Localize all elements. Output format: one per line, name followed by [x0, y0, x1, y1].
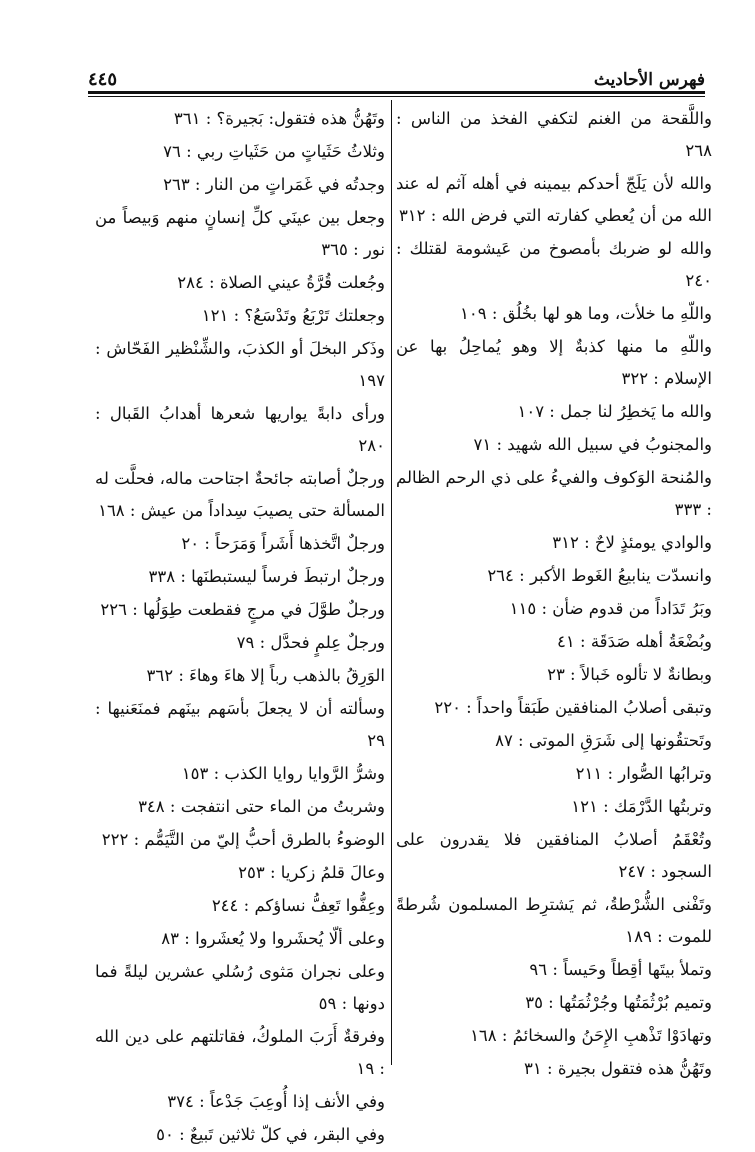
- hadith-index-entry: [396, 1020, 712, 1052]
- hadith-index-entry: [396, 987, 712, 1019]
- hadith-entry-text: والوادي يومئذٍ لاحٌ : ٣١٢: [552, 533, 712, 552]
- hadith-index-entry: [95, 758, 385, 790]
- hadith-entry-text: وبَرُ تَدَاداً من قدوم ضأن : ١١٥: [509, 599, 712, 618]
- header-rule-thin: [88, 96, 705, 97]
- hadith-index-entry: [95, 693, 385, 757]
- hadith-entry-text: وجعل بين عينَي كلِّ إنسانٍ منهم وَبيصاً من نور : ٣٦٥: [95, 208, 385, 259]
- hadith-entry-text: وفي الأنف إذا أُوعِبَ جَدْعاً : ٣٧٤: [167, 1092, 385, 1111]
- hadith-entry-text: ورأى دابةً يواريها شعرها أهدابُ القَبال : ٢٨٠: [95, 404, 385, 455]
- hadith-entry-text: وجعلتك تَرْبَعُ وتَدْسَعُ؟ : ١٢١: [201, 306, 385, 325]
- hadith-entry-text: وجُعلت قُرَّةُ عيني الصلاة : ٢٨٤: [177, 273, 385, 292]
- hadith-index-entry: [396, 954, 712, 986]
- hadith-index-entry: [95, 528, 385, 560]
- hadith-entry-text: وترابُها الصُّوار : ٢١١: [575, 764, 712, 783]
- hadith-entry-text: وتَحتقُونها إلى شَرَقِ الموتى : ٨٧: [495, 731, 712, 750]
- hadith-entry-text: ورجلٌ عِلمٍ فحدَّل : ٧٩: [236, 633, 385, 652]
- hadith-entry-text: وتميم بُرْثُمَتُها وجُرْثُمَتُها : ٣٥: [525, 993, 712, 1012]
- hadith-index-entry: [396, 593, 712, 625]
- hadith-entry-text: وثلاثُ حَثَياتٍ من حَثَياتِ ربي : ٧٦: [163, 142, 385, 161]
- hadith-entry-text: الوَرِقُ بالذهب رباً إلا هاءَ وهاءَ : ٣٦٢: [146, 666, 385, 685]
- hadith-entry-text: ورجلٌ أصابته جائحةٌ اجتاحت ماله، فحلَّت له المسألة حتى يصيبَ سِداداً من عيش : ١٦٨: [95, 469, 385, 520]
- hadith-entry-text: وتُعْقَمُ أصلابُ المنافقين فلا يقدرون على السجود : ٢٤٧: [396, 830, 712, 881]
- hadith-entry-text: وعلى نجران مَثوى رُسُلي عشرين ليلةً فما دونها : ٥٩: [95, 962, 385, 1013]
- hadith-entry-text: وعلى ألّا يُحشَروا ولا يُعشَروا : ٨٣: [161, 929, 385, 948]
- hadith-index-entry: [95, 956, 385, 1020]
- running-title: فهرس الأحاديث: [593, 70, 705, 90]
- hadith-entry-text: وتَهُنُّ هذه فتقول بجيرة : ٣١: [524, 1059, 712, 1078]
- hadith-index-entry: [396, 429, 712, 461]
- hadith-index-entry: [396, 462, 712, 526]
- hadith-index-entry: [396, 824, 712, 888]
- hadith-index-entry: [95, 660, 385, 692]
- hadith-index-entry: [95, 1021, 385, 1085]
- hadith-index-entry: [396, 103, 712, 167]
- hadith-entry-text: وانسدّت ينابيعُ الغَوط الأكبر : ٢٦٤: [487, 566, 712, 585]
- hadith-entry-text: وتربتُها الدَّرْمَك : ١٢١: [571, 797, 712, 816]
- hadith-entry-text: وذَكر البخلَ أو الكذبَ، والشِّنْظير الفَحّاش : ١٩٧: [95, 339, 385, 390]
- hadith-entry-text: وتَهُنُّ هذه فتقول: بَجيرة؟ : ٣٦١: [173, 109, 385, 128]
- hadith-index-entry: [396, 791, 712, 823]
- hadith-entry-text: الوضوءُ بالطرق أحبُّ إليّ من التَّيَمُّم : ٢٢٢: [101, 830, 385, 849]
- hadith-index-entry: [396, 889, 712, 953]
- hadith-entry-text: وبطانةٌ لا تألوه خَبالاً : ٢٣: [547, 665, 712, 684]
- hadith-entry-text: وتملأ بيتَها أقِطاً وحَيساً : ٩٦: [529, 960, 712, 979]
- hadith-index-entry: [95, 398, 385, 462]
- hadith-index-entry: [396, 233, 712, 297]
- hadith-entry-text: والله لو ضربك بأمصوخ من عَيشومة لقتلك : ٢٤٠: [396, 239, 712, 290]
- column-divider: [391, 100, 392, 1065]
- hadith-entry-text: وتهادَوْا تَذْهبِ الإِحَنُ والسخائمُ : ١٦٨: [470, 1026, 712, 1045]
- hadith-entry-text: وعالَ قلمُ زكريا : ٢٥٣: [238, 863, 385, 882]
- hadith-entry-text: وبُضْعَةُ أهله صَدَقَة : ٤١: [557, 632, 712, 651]
- hadith-index-entry: [95, 594, 385, 626]
- hadith-index-entry: [396, 659, 712, 691]
- page-number: ٤٤٥: [88, 69, 118, 90]
- hadith-index-entry: [95, 561, 385, 593]
- hadith-index-entry: [95, 857, 385, 889]
- hadith-entry-text: وفي البقر، في كلّ ثلاثين تَبيعٌ : ٥٠: [156, 1125, 385, 1144]
- hadith-index-entry: [396, 560, 712, 592]
- hadith-index-entry: [396, 168, 712, 232]
- hadith-entry-text: وفرقةٌ أَرَبَ الملوكُ، فقاتلتهم على دين الله : ١٩: [95, 1027, 385, 1078]
- hadith-index-entry: [95, 890, 385, 922]
- page-header: [88, 52, 705, 90]
- hadith-index-entry: [95, 923, 385, 955]
- hadith-entry-text: واللّهِ ما خلأت، وما هو لها بخُلُق : ١٠٩: [460, 304, 712, 323]
- hadith-index-entry: [95, 1119, 385, 1151]
- hadith-index-entry: [396, 1053, 712, 1085]
- hadith-index-entry: [396, 396, 712, 428]
- hadith-index-entry: [396, 527, 712, 559]
- hadith-entry-text: وجدتُه في غَمَراتٍ من النار : ٢٦٣: [163, 175, 385, 194]
- hadith-index-entry: [95, 791, 385, 823]
- hadith-index-entry: [95, 627, 385, 659]
- index-column-left: [95, 103, 385, 1152]
- hadith-entry-text: والله ما يَخطِرُ لنا جمل : ١٠٧: [517, 402, 712, 421]
- hadith-entry-text: وتَفْنى الشُّرْطةُ، ثم يَشترِط المسلمون شُرطةً للموت : ١٨٩: [396, 895, 712, 946]
- hadith-index-entry: [396, 626, 712, 658]
- hadith-index-entry: [396, 692, 712, 724]
- index-column-right: [396, 103, 712, 1086]
- hadith-index-entry: [95, 300, 385, 332]
- hadith-entry-text: والمجنوبُ في سبيل الله شهيد : ٧١: [473, 435, 712, 454]
- hadith-entry-text: والله لأن يَلَجّ أحدكم بيمينه في أهله آثم له عند الله من أن يُعطي كفارته التي فرض الله : ٣١٢: [396, 174, 712, 225]
- hadith-entry-text: وعِفُّوا تَعِفُّ نساؤكم : ٢٤٤: [211, 896, 385, 915]
- hadith-entry-text: والمُنحة الوَكوف والفيءُ على ذي الرحم الظالم : ٣٣٣: [396, 468, 712, 519]
- hadith-index-entry: [95, 1086, 385, 1118]
- hadith-index-entry: [95, 202, 385, 266]
- hadith-index-entry: [95, 267, 385, 299]
- hadith-index-entry: [396, 298, 712, 330]
- hadith-entry-text: وسألته أن لا يجعلَ بأسَهم بينَهم فمنَعَنيها : ٢٩: [95, 699, 385, 750]
- hadith-index-entry: [396, 725, 712, 757]
- header-rule-thick: [88, 91, 705, 94]
- hadith-index-entry: [95, 463, 385, 527]
- hadith-index-entry: [95, 103, 385, 135]
- hadith-entry-text: ورجلٌ طوَّلَ في مرجٍ فقطعت طِوَلُها : ٢٢٦: [100, 600, 385, 619]
- hadith-entry-text: واللَّقحة من الغنم لتكفي الفخذ من الناس : ٢٦٨: [396, 109, 712, 160]
- hadith-entry-text: وتبقى أصلابُ المنافقين طَبَقاً واحداً : ٢٢٠: [434, 698, 712, 717]
- hadith-index-entry: [95, 333, 385, 397]
- hadith-index-entry: [396, 331, 712, 395]
- hadith-entry-text: واللّهِ ما منها كذبةٌ إلا وهو يُماحِلُ بها عن الإسلام : ٣٢٢: [396, 337, 712, 388]
- hadith-entry-text: وشربتُ من الماء حتى انتفجت : ٣٤٨: [138, 797, 385, 816]
- hadith-index-entry: [396, 758, 712, 790]
- hadith-index-entry: [95, 136, 385, 168]
- hadith-index-entry: [95, 169, 385, 201]
- hadith-entry-text: ورجلٌ ارتبطَ فرساً ليستبطنَها : ٣٣٨: [148, 567, 385, 586]
- hadith-entry-text: ورجلٌ اتَّخذها أَشَراً وَمَرَحاً : ٢٠: [181, 534, 385, 553]
- hadith-index-entry: [95, 824, 385, 856]
- hadith-entry-text: وشرُّ الرَّوايا روايا الكذب : ١٥٣: [181, 764, 385, 783]
